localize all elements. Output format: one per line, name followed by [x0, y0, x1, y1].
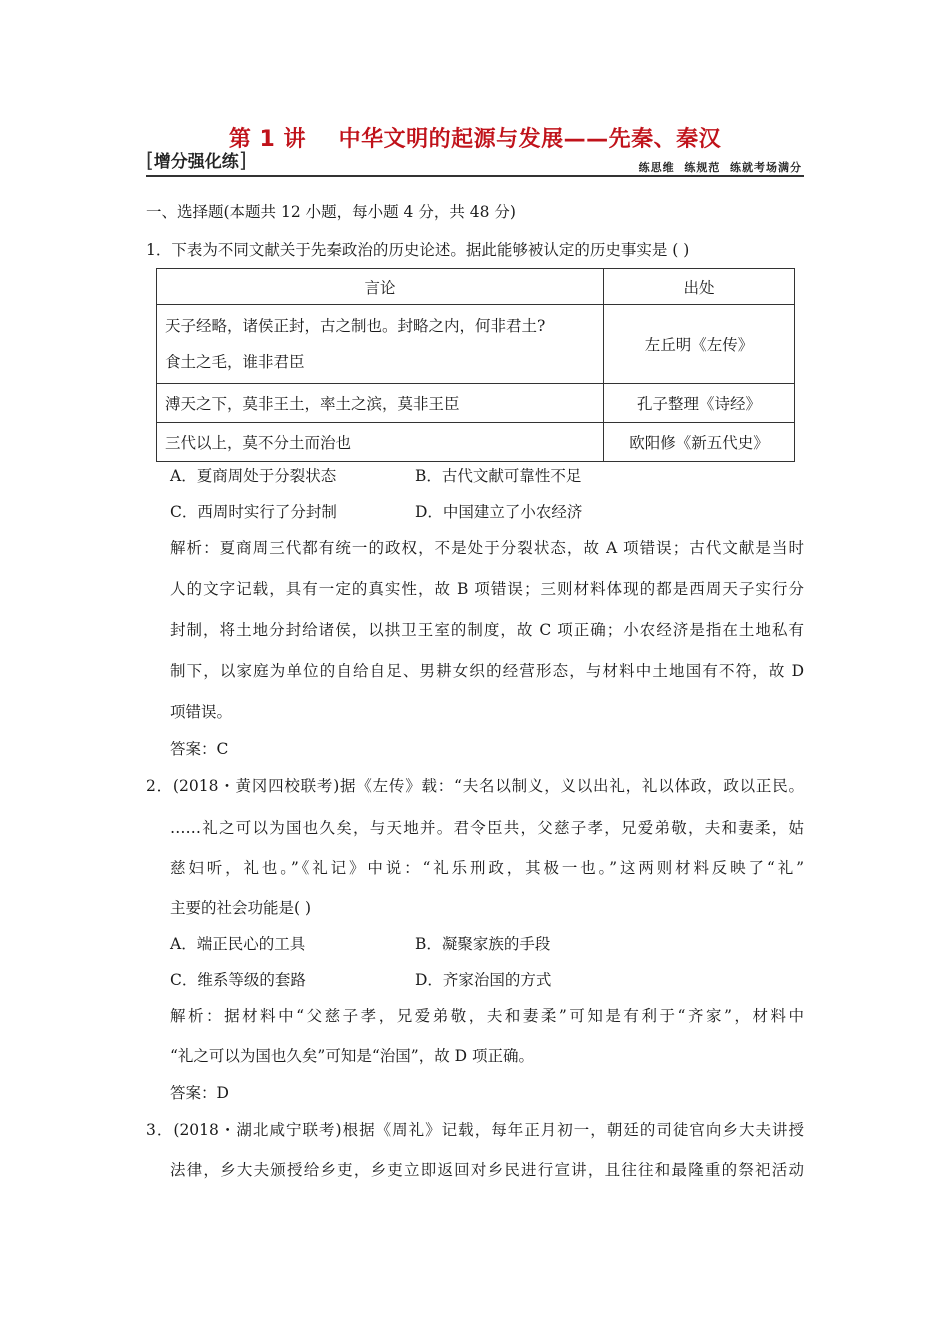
table-cell-statement: 三代以上，莫不分土而治也: [157, 423, 604, 462]
q2-stem-line: ……礼之可以为国也久矣，与天地并。君令臣共，父慈子孝，兄爱弟敬，夫和妻柔，姑: [170, 819, 804, 837]
section-heading: 一、选择题(本题共 12 小题，每小题 4 分，共 48 分): [146, 203, 516, 221]
q2-stem-line: 主要的社会功能是( ): [170, 899, 312, 917]
q1-option-c[interactable]: C．西周时实行了分封制: [170, 503, 337, 521]
table-cell-statement: [157, 305, 604, 384]
header-motto: 练思维 练规范 练就考场满分: [638, 161, 802, 174]
q1-option-d[interactable]: D．中国建立了小农经济: [415, 503, 583, 521]
q1-analysis-line: 解析：夏商周三代都有统一的政权，不是处于分裂状态，故 A 项错误；古代文献是当时: [170, 539, 804, 557]
header-band: [146, 149, 804, 177]
q1-analysis-line: 制下，以家庭为单位的自给自足、男耕女织的经营形态，与材料中土地国有不符，故 D: [170, 662, 804, 680]
table-cell-source: 孔子整理《诗经》: [604, 384, 795, 423]
q3-stem-line: 法律，乡大夫颁授给乡吏，乡吏立即返回对乡民进行宣讲，且往往和最隆重的祭祀活动: [170, 1161, 804, 1179]
q2-analysis-line: 解析：据材料中“父慈子孝，兄爱弟敬，夫和妻柔”可知是有利于“齐家”，材料中: [170, 1007, 804, 1025]
table-cell-source: 欧阳修《新五代史》: [604, 423, 795, 462]
tag-label: 增分强化练: [153, 152, 239, 172]
q2-option-d[interactable]: D．齐家治国的方式: [415, 971, 552, 989]
q1-analysis-line: 项错误。: [170, 703, 233, 721]
table-cell-source: 左丘明《左传》: [604, 305, 795, 384]
table-header-statement: 言论: [157, 269, 604, 305]
q2-option-c[interactable]: C．维系等级的套路: [170, 971, 306, 989]
q1-option-b[interactable]: B．古代文献可靠性不足: [415, 467, 582, 485]
q1-analysis-line: 人的文字记载，具有一定的真实性，故 B 项错误；三则材料体现的都是西周天子实行分: [170, 580, 804, 598]
table-cell-statement: 溥天之下，莫非王土，率土之滨，莫非王臣: [157, 384, 604, 423]
q2-answer: 答案：D: [170, 1084, 229, 1102]
q2-stem-line: 慈妇听，礼也。”《礼记》中说：“礼乐刑政，其极一也。”这两则材料反映了“礼”: [170, 859, 804, 877]
page-title: 第 1 讲 中华文明的起源与发展——先秦、秦汉: [228, 127, 722, 152]
q2-option-b[interactable]: B．凝聚家族的手段: [415, 935, 551, 953]
q2-analysis-line: “礼之可以为国也久矣”可知是“治国”，故 D 项正确。: [170, 1047, 534, 1065]
table-header-source: 出处: [604, 269, 795, 305]
tag-bracket-right: ]: [238, 148, 247, 172]
table-row: [157, 384, 795, 423]
q1-analysis-line: 封制，将土地分封给诸侯，以拱卫王室的制度，故 C 项正确；小农经济是指在土地私有: [170, 621, 804, 639]
q1-option-a[interactable]: A．夏商周处于分裂状态: [170, 467, 337, 485]
statement-line: 食土之毛，谁非君臣: [165, 353, 305, 371]
q1-answer: 答案：C: [170, 740, 229, 758]
section-tag: [146, 149, 247, 173]
q2-option-a[interactable]: A．端正民心的工具: [170, 935, 306, 953]
tag-bracket-left: [: [146, 148, 154, 172]
q2-stem-line: 2．(2018・黄冈四校联考)据《左传》载：“夫名以制义，义以出礼，礼以体政，政以正民。: [146, 777, 804, 795]
statement-line: 天子经略，诸侯正封，古之制也。封略之内，何非君土?: [165, 317, 546, 335]
table-row: [157, 305, 795, 384]
q1-source-table: [156, 268, 795, 462]
table-header-row: [157, 269, 795, 305]
q1-stem: 1．下表为不同文献关于先秦政治的历史论述。据此能够被认定的历史事实是 ( ): [146, 241, 690, 259]
table-row: [157, 423, 795, 462]
q3-stem-line: 3．(2018・湖北咸宁联考)根据《周礼》记载，每年正月初一，朝廷的司徒官向乡大夫讲授: [146, 1121, 804, 1139]
